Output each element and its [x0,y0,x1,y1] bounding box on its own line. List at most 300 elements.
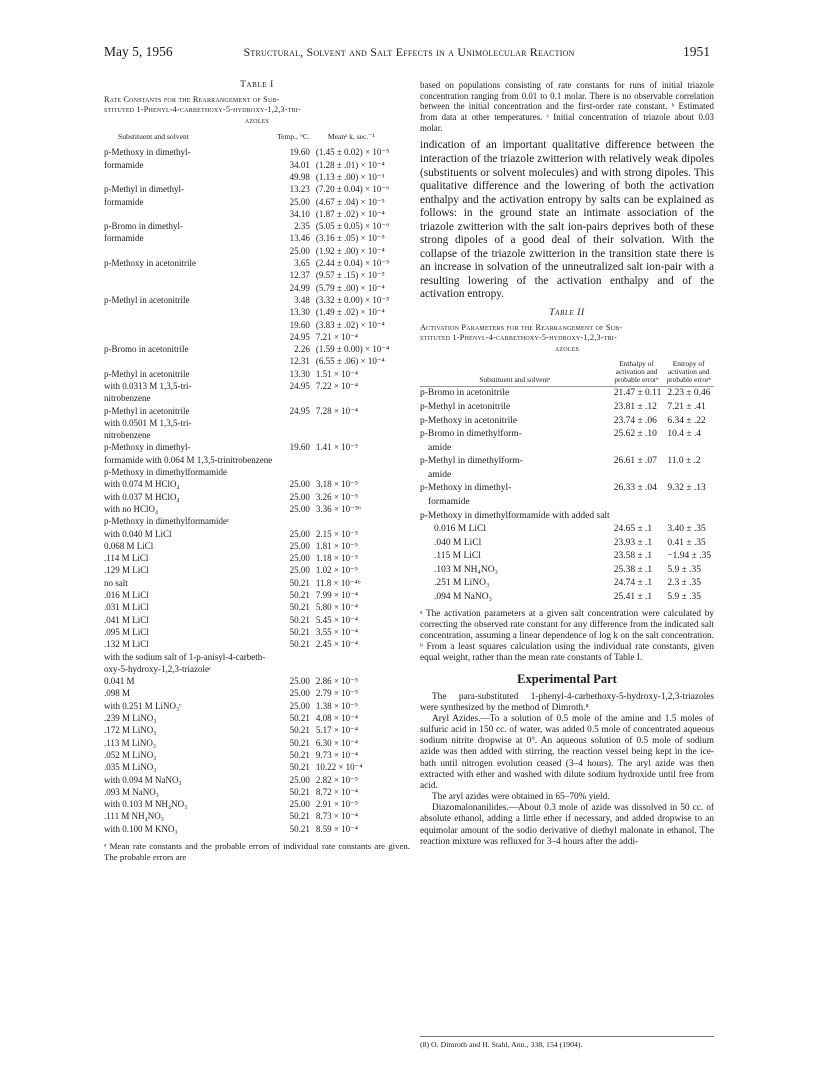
table1-cell: (1.49 ± .02) × 10⁻⁴ [315,307,385,318]
table2-cell: .094 M NaNO₃ [434,592,492,603]
table2-title-line: stituted 1-Phenyl-4-carbethoxy-5-hydroxy-1,2,3-tri- [420,333,617,343]
table2-cell: p-Methoxy in acetonitrile [420,415,518,426]
table1-cell: 3.65 [294,258,310,269]
table1-cell: .111 M NH₄NO₃ [104,811,164,822]
table1-cell [104,246,272,258]
table1-row [104,504,410,516]
table1-cell: 1.38 × 10⁻⁵ [315,700,359,711]
experimental-paragraph: Diazomalonanilides.—About 0.3 mole of azide was dissolved in 50 cc. of absolute ethanol, adding a little ether if necessary, and added dropwise to an equimolar amount of the sodio derivative of diethyl malonate in ethanol. The reaction mixture was refluxed for 3–4 hours after the addi- [420,803,714,847]
table2-row [420,550,714,564]
table1-cell [104,283,272,295]
table1-cell [104,307,272,319]
table1-cell [316,393,410,405]
body-paragraph: indication of an important qualitative difference between the interaction of the triazole zwitterion with relatively weak dipoles (substituents or solvent molecules) and with strong dipoles. This qualitative difference and the lowering of both the activation enthalpy and the activation entropy by salts can be explained as follows: in the ground state an intimate association of the triazole zwitterion with the salt ion-pairs deprives both of these strong dipoles of a good deal of their solvation. With the collapse of the triazole zwitterion in the transition state there is an increase in solvation of the unneutralized salt ion-pair with a resulting lowering of the activation enthalpy and of the activation entropy. [420,139,714,301]
table1-cell: .052 M LiNO₃ [104,749,157,760]
table1-cell: (3.83 ± .02) × 10⁻⁴ [315,319,385,330]
table1-cell: formamide [104,196,144,207]
table1-cell: 2.15 × 10⁻⁵ [315,528,359,539]
table1-cell: 13.23 [289,184,310,195]
table2-row [420,564,714,578]
table1-cell: (1.92 ± .00) × 10⁻⁴ [315,245,385,256]
table1-col-header: Meanᵃ k, sec.⁻¹ [327,132,375,142]
table1-cell [272,516,316,528]
table1-title-line: azoles [244,116,270,126]
table1-row [104,824,410,836]
table1-cell: 25.00 [289,528,310,539]
table1-cell: with 0.100 M KNO₃ [104,823,178,834]
table1-cell: 8.73 × 10⁻⁴ [315,811,359,822]
table1-cell [316,418,410,430]
table1-cell: .239 M LiNO₃ [104,713,157,724]
table1-title [104,95,410,127]
table1-row [104,455,410,467]
table1-cell: formamide [104,159,144,170]
table1-cell: 25.00 [289,676,310,687]
table1-cell: 25.00 [289,491,310,502]
table1-cell: with 0.040 M LiCl [104,528,172,539]
table2-cell: .103 M NH₄NO₃ [434,564,498,575]
table2-row [420,496,714,510]
table1-cell: p-Bromo in acetonitrile [104,344,189,355]
table1-cell: p-Methoxy in dimethyl- [104,147,191,158]
table1-cell: 25.00 [289,565,310,576]
table1-cell [316,652,410,664]
table1-row [104,639,410,651]
table1-cell: 49.98 [289,171,310,182]
table2-col-header: Entropy of activation and probable errorᵇ [663,359,714,387]
table1-cell: 9.73 × 10⁻⁴ [315,749,359,760]
table1-cell: 24.95 [289,381,310,391]
table2-cell [610,442,664,456]
table1-cell: .098 M [104,688,131,699]
table1 [104,129,410,836]
table2-cell: 7.21 ± .41 [667,401,706,412]
table1-cell: (2.44 ± 0.04) × 10⁻⁵ [315,258,390,269]
table1-cell: 1.81 × 10⁻⁵ [315,540,359,551]
table1-cell: .016 M LiCl [104,590,149,601]
table2-cell [610,496,664,510]
table1-cell: 19.60 [289,147,310,158]
table1-cell: 25.00 [289,540,310,551]
table1-cell [316,430,410,442]
table1-cell: (7.20 ± 0.04) × 10⁻⁶ [315,184,390,195]
table2-row [420,415,714,429]
table1-cell [272,455,316,467]
table1-cell: (6.55 ± .06) × 10⁻⁴ [315,356,385,367]
table1-row [104,811,410,823]
table1-cell: 2.26 [294,344,310,355]
table1-cell: p-Methyl in acetonitrile [104,368,190,379]
table1-cell: (1.59 ± 0.00) × 10⁻⁴ [315,344,390,355]
table1-row [104,565,410,577]
table1-col-header: Temp., °C. [276,132,310,142]
table1-cell [104,270,272,282]
table2-cell: 23.74 ± .06 [613,415,657,426]
table1-cell: 25.00 [289,479,310,490]
table1-cell: 3.55 × 10⁻⁴ [315,626,359,637]
header-date: May 5, 1956 [104,44,173,59]
table1-row [104,602,410,614]
table2-cell: amide [428,442,452,453]
table1-row [104,688,410,700]
table1-cell: 1.18 × 10⁻⁵ [315,553,359,564]
table1-cell: 25.00 [289,774,310,785]
table2-cell: 0.016 M LiCl [434,524,486,535]
table1-cell: p-Methoxy in acetonitrile [104,258,196,269]
table1-cell: 7.28 × 10⁻⁴ [315,405,359,416]
table1-cell: .095 M LiCl [104,626,149,637]
table1-row [104,233,410,245]
table1-row [104,529,410,541]
table1-cell: 13.46 [289,233,310,244]
table1-cell: with 0.0501 M 1,3,5-tri- [104,417,192,428]
table2-footnote: ᵃ The activation parameters at a given salt concentration were calculated by correcting the observed rate constant for any difference from the indicated salt concentration, assuming a linear dependence of log k on the salt concentration. ᵇ From a least squares calculation using the individual rate constants, given equal weight, rather than the mean rate constants of Table I. [420,608,714,664]
table1-row [104,492,410,504]
table1-cell: 3.48 [294,294,310,305]
table2-cell: p-Methyl in acetonitrile [420,401,511,412]
table1-cell: 25.00 [289,245,310,256]
table1-row [104,725,410,737]
table1-cell: .132 M LiCl [104,639,149,650]
table2-cell: .115 M LiCl [434,551,481,562]
table1-cell: 13.30 [289,368,310,379]
table1-cell [104,172,272,184]
table1-row [104,664,410,676]
table1-row [104,541,410,553]
table1-row [104,799,410,811]
table1-cell: 50.21 [289,626,310,637]
table1-cell: 1.51 × 10⁻⁴ [315,368,359,379]
table1-cell: 25.00 [289,553,310,564]
table1-cell: 10.22 × 10⁻⁴ [315,762,363,773]
table1-cell: 24.95 [289,331,310,342]
table1-cell: .172 M LiNO₃ [104,725,157,736]
table1-cell: 8.72 × 10⁻⁴ [315,786,359,797]
table1-cell: 24.95 [289,405,310,416]
table1-row [104,676,410,688]
table2-cell: 25.38 ± .1 [613,564,653,575]
table1-row [104,209,410,221]
table1-cell: with the sodium salt of 1-p-anisyl-4-carbeth- [104,651,266,662]
table1-row [104,775,410,787]
table1-cell: 0.041 M [104,676,135,687]
table1-cell: 50.21 [289,590,310,601]
table1-row [104,320,410,332]
table1-row [104,762,410,774]
table2-cell: 5.9 ± .35 [667,564,702,575]
table2-cell: 2.3 ± .35 [667,578,702,589]
table1-row [104,738,410,750]
table1-row [104,467,410,479]
table2-cell: formamide [428,496,470,507]
table1-row [104,246,410,258]
table2-cell [610,510,664,524]
table2-cell: −1.94 ± .35 [667,551,712,562]
table1-cell [104,209,272,221]
table1-cell: 7.99 × 10⁻⁴ [315,590,359,601]
table1-cell: 50.21 [289,577,310,588]
table1-cell: 19.60 [289,319,310,330]
table1-row [104,430,410,442]
table1-row [104,406,410,418]
table1-cell [316,516,410,528]
table1-cell: 50.21 [289,823,310,834]
table1-row [104,344,410,356]
table1-cell: p-Methoxy in dimethylformamideᶜ [104,516,230,527]
table1-cell [272,393,316,405]
table2-col-header: Substituent and solventᵃ [420,359,610,387]
table1-cell: 50.21 [289,639,310,650]
table2-cell [610,469,664,483]
table1-footnote-continued: based on populations consisting of rate constants for runs of initial triazole concentration ranging from 0.01 to 0.1 molar. There is no observable correlation between the initial concentration and the first-order rate constant. ᵇ Estimated from data at other temperatures. ᶜ Initial concentration of triazole about 0.03 molar. [420,80,714,133]
table1-row [104,283,410,295]
table1-cell [272,467,316,479]
reference-footnote: (8) O. Dimroth and H. Stahl, Ann., 338, 154 (1904). [420,1036,714,1049]
table1-row [104,393,410,405]
table1-row [104,418,410,430]
table1-cell: (1.87 ± .02) × 10⁻⁴ [315,208,385,219]
table1-cell: 4.08 × 10⁻⁴ [315,713,359,724]
table1-cell: nitrobenzene [104,430,151,441]
table2-cell: p-Methoxy in dimethyl- [420,483,512,494]
table1-cell [104,320,272,332]
table2-cell: p-Methoxy in dimethylformamide with added salt [420,510,610,521]
table1-cell: 50.21 [289,749,310,760]
table1-cell: (1.45 ± 0.02) × 10⁻⁵ [315,147,390,158]
table1-cell: no salt [104,577,128,588]
table2-row [420,523,714,537]
table1-cell: p-Methyl in dimethyl- [104,184,184,195]
table1-cell: with 0.094 M NaNO₃ [104,774,182,785]
table1-cell: .093 M NaNO₃ [104,786,159,797]
table2-cell: .251 M LiNO₃ [434,578,490,589]
table2-row [420,387,714,401]
table1-cell: 50.21 [289,737,310,748]
table1-cell [272,664,316,676]
table1-row [104,442,410,454]
table2-cell: 23.81 ± .12 [613,401,657,412]
table2-title-line: azoles [554,344,580,354]
table2-cell: 23.93 ± .1 [613,537,653,548]
table1-cell: 34.10 [289,208,310,219]
table2-cell: 25.41 ± .1 [613,592,653,603]
table1-cell: 2.35 [294,221,310,232]
right-column [420,80,714,848]
table1-row [104,590,410,602]
table1-cell: 50.21 [289,602,310,613]
table1-cell: 7.21 × 10⁻⁴ [315,331,359,342]
table1-row [104,369,410,381]
table1-row [104,701,410,713]
table1-row [104,516,410,528]
table2-cell: 2.23 ± 0.46 [667,388,711,399]
table1-cell: (3.32 ± 0.00) × 10⁻⁵ [315,294,390,305]
table2-row [420,510,714,524]
table1-cell: 50.21 [289,614,310,625]
table1-row [104,197,410,209]
table1-cell: 8.59 × 10⁻⁴ [315,823,359,834]
table1-cell: .129 M LiCl [104,565,149,576]
table1-cell: 0.068 M LiCl [104,540,154,551]
table2-cell: 26.33 ± .04 [613,483,657,494]
table1-row [104,381,410,393]
table1-cell: p-Bromo in dimethyl- [104,221,183,232]
table2-cell: 3.40 ± .35 [667,524,706,535]
table1-cell: 50.21 [289,713,310,724]
table1-cell: .035 M LiNO₃ [104,762,157,773]
table2-row [420,442,714,456]
table1-row [104,627,410,639]
table1-cell [104,332,272,344]
table2-cell: p-Bromo in acetonitrile [420,388,510,399]
table1-cell: p-Methyl in acetonitrile [104,294,190,305]
table1-cell: 3.18 × 10⁻⁵ [315,479,359,490]
table1-cell: 25.00 [289,799,310,810]
left-column [104,80,410,862]
table2-cell: 26.61 ± .07 [613,456,657,467]
table1-cell: (4.67 ± .04) × 10⁻⁵ [315,196,385,207]
table1-cell: with 0.0313 M 1,3,5-tri- [104,381,192,391]
table1-cell: 12.37 [289,270,310,281]
table2-cell: p-Methyl in dimethylform- [420,456,523,467]
table1-caption: Table I [240,80,274,90]
table1-cell: with 0.103 M NH₄NO₃ [104,799,188,810]
table1-cell [316,467,410,479]
experimental-paragraph: The aryl azides were obtained in 65–70% yield. [432,792,610,803]
table2-cell: 0.41 ± .35 [667,537,706,548]
table1-cell: .041 M LiCl [104,614,149,625]
table1-cell: 2.91 × 10⁻⁵ [315,799,359,810]
table2-cell: 23.58 ± .1 [613,551,653,562]
table1-row [104,615,410,627]
table1-cell: (5.05 ± 0.05) × 10⁻⁶ [315,221,390,232]
table1-cell: 3.26 × 10⁻⁵ [315,491,359,502]
table2-cell [663,442,714,456]
table1-row [104,160,410,172]
table1-cell [272,430,316,442]
table1-title-line: stituted 1-Phenyl-4-carbethoxy-5-hydroxy-1,2,3-tri- [104,105,301,115]
table2-row [420,469,714,483]
table1-row [104,787,410,799]
table1-row [104,270,410,282]
table1-row [104,750,410,762]
page-header [104,44,710,64]
table1-cell: 2.86 × 10⁻⁵ [315,676,359,687]
experimental-paragraph: Aryl Azides.—To a solution of 0.5 mole of the amine and 1.5 moles of sulfuric acid in 150 cc. of water, was added 0.5 mole of concentrated aqueous sodium nitrite dropwise at 0°. An aqueous solution of 0.5 mole of sodium azide was then added with stirring, the reaction vessel being kept in the ice-bath until nitrogen evolution ceased (3–4 hours). The aryl azide was then extracted with ether and washed with dilute sodium hydroxide until free from acid. [420,713,714,791]
table2-cell [663,469,714,483]
table1-cell: 19.60 [289,442,310,453]
table2-row [420,455,714,469]
table1-cell: 34.01 [289,159,310,170]
table1-cell: (1.28 ± .01) × 10⁻⁴ [315,159,385,170]
table1-cell: p-Methoxy in dimethyl- [104,442,191,453]
table1-cell: (3.16 ± .05) × 10⁻⁵ [315,233,385,244]
table1-cell [316,664,410,676]
section-heading: Experimental Part [517,672,617,687]
table1-cell: 5.45 × 10⁻⁴ [315,614,359,625]
table1-cell: 50.21 [289,762,310,773]
table2-header-row [420,359,714,387]
table1-cell [104,356,272,368]
table2-cell: 24.65 ± .1 [613,524,653,535]
table2-cell: 11.0 ± .2 [667,456,701,467]
table2-title-line: Activation Parameters for the Rearrangement of Sub- [420,322,623,332]
table2-title [420,323,714,355]
table1-cell: 5.80 × 10⁻⁴ [315,602,359,613]
table1-cell: 1.02 × 10⁻⁵ [315,565,359,576]
table2-cell: 25.62 ± .10 [613,429,657,440]
table2-cell: .040 M LiCl [434,537,482,548]
table2-cell: 6.34 ± .22 [667,415,706,426]
header-title: Structural, Solvent and Salt Effects in a Unimolecular Reaction [243,45,575,59]
table2-cell [663,510,714,524]
table2 [420,359,714,605]
table1-cell: 7.22 × 10⁻⁴ [315,381,359,391]
table1-cell: 25.00 [289,503,310,514]
table1-cell: .113 M LiNO₃ [104,737,157,748]
table1-row [104,713,410,725]
table1-cell: p-Methyl in acetonitrile [104,405,190,416]
table1-title-line: Rate Constants for the Rearrangement of Sub- [104,94,280,104]
table1-cell: oxy-5-hydroxy-1,2,3-triazoleᶜ [104,663,212,674]
table1-cell: (5.79 ± .00) × 10⁻⁴ [315,282,385,293]
table1-cell: 6.30 × 10⁻⁴ [315,737,359,748]
table1-row [104,172,410,184]
table2-row [420,591,714,605]
table1-row [104,258,410,270]
table1-cell: .114 M LiCl [104,553,149,564]
table1-row [104,356,410,368]
table1-cell [316,455,410,467]
table1-row [104,307,410,319]
table1-row [104,332,410,344]
table1-cell: formamide with 0.064 M 1,3,5-trinitrobenzene [104,454,273,465]
table1-cell: 13.30 [289,307,310,318]
table1-cell: with no HClO₄ [104,503,159,514]
table1-cell: 24.99 [289,282,310,293]
table1-cell: .031 M LiCl [104,602,149,613]
experimental-paragraph: The para-substituted 1-phenyl-4-carbethoxy-5-hydroxy-1,2,3-triazoles were synthesized by the method of Dimroth.⁸ [420,691,714,713]
table2-cell [663,496,714,510]
page-number: 1951 [683,44,710,59]
table1-cell: with 0.074 M HClO₄ [104,479,180,490]
table2-cell: 9.32 ± .13 [667,483,706,494]
table1-row [104,479,410,491]
table1-row [104,553,410,565]
table1-cell: 1.41 × 10⁻⁵ [315,442,359,453]
table2-caption: Table II [549,308,585,318]
table1-cell: with 0.037 M HClO₄ [104,491,180,502]
table2-row [420,482,714,496]
table1-row [104,184,410,196]
table2-row [420,537,714,551]
table1-cell: 2.45 × 10⁻⁴ [315,639,359,650]
table1-cell: (1.13 ± .00) × 10⁻³ [315,171,385,182]
table2-cell: p-Bromo in dimethylform- [420,429,522,440]
table1-cell: formamide [104,233,144,244]
table1-cell: 3.36 × 10⁻⁵ᵇ [315,503,361,514]
table1-cell [272,652,316,664]
table1-header-row [104,129,410,147]
table2-cell: amide [428,469,452,480]
table2-row [420,577,714,591]
table2-cell: 5.9 ± .35 [667,592,702,603]
table1-cell: nitrobenzene [104,393,151,404]
table2-row [420,401,714,415]
table1-cell: p-Methoxy in dimethylformamide [104,467,227,478]
table1-cell: 50.21 [289,811,310,822]
table1-cell: 50.21 [289,725,310,736]
